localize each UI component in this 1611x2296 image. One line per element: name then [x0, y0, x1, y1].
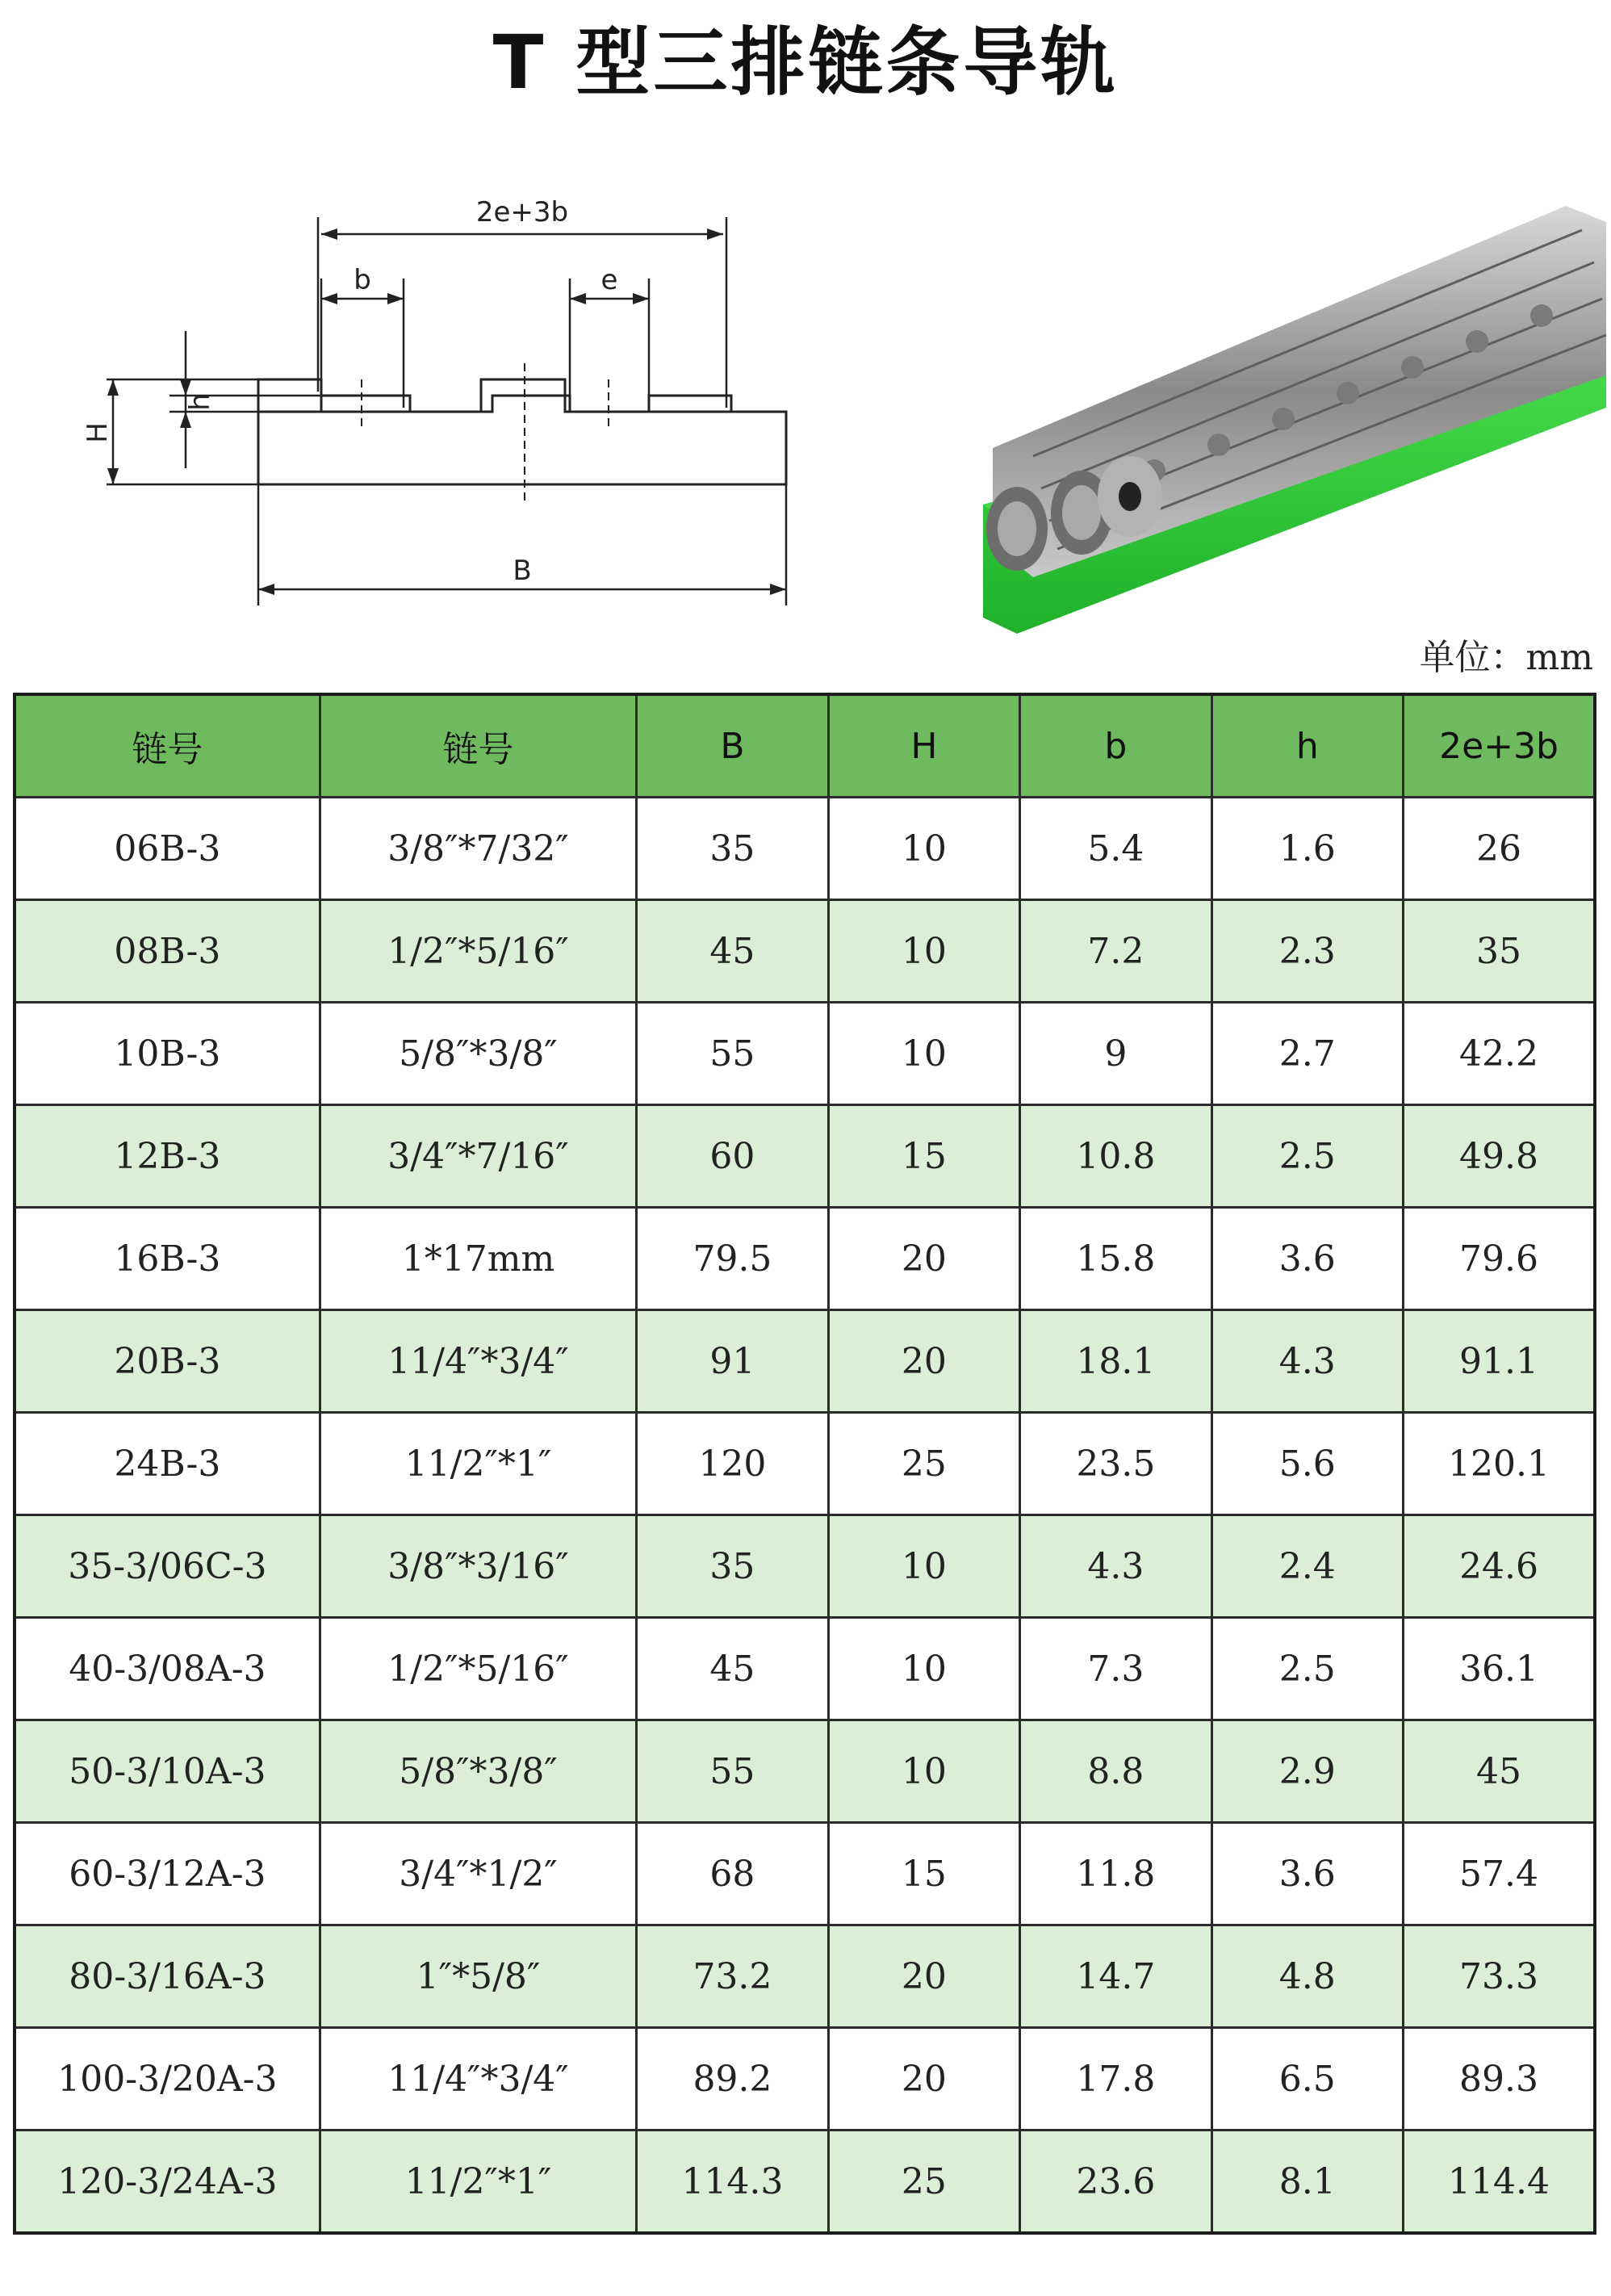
cell-B: 120 [637, 1413, 828, 1515]
cell-H: 25 [828, 1413, 1019, 1515]
label-b: b [354, 264, 371, 296]
cell-b: 18.1 [1020, 1310, 1211, 1413]
cell-B: 114.3 [637, 2131, 828, 2234]
cell-chain-no: 20B-3 [15, 1310, 320, 1413]
table-row [15, 1515, 1595, 1618]
cell-b: 7.2 [1020, 900, 1211, 1003]
cell-B: 91 [637, 1310, 828, 1413]
header-H: H [828, 694, 1019, 798]
unit-label: 单位：mm [1419, 637, 1593, 678]
cell-2e3b: 36.1 [1404, 1618, 1595, 1720]
cell-h: 8.1 [1211, 2131, 1403, 2234]
cell-chain-no: 80-3/16A-3 [15, 1925, 320, 2028]
table-row [15, 1925, 1595, 2028]
label-h: h [184, 393, 216, 411]
page-title: T 型三排链条导轨 [492, 19, 1119, 106]
cell-h: 4.8 [1211, 1925, 1403, 2028]
cell-chain-no: 40-3/08A-3 [15, 1618, 320, 1720]
cell-H: 20 [828, 1925, 1019, 2028]
cell-chain-no: 16B-3 [15, 1208, 320, 1310]
cell-2e3b: 24.6 [1404, 1515, 1595, 1618]
cell-b: 17.8 [1020, 2028, 1211, 2131]
cell-b: 15.8 [1020, 1208, 1211, 1310]
cell-b: 23.5 [1020, 1413, 1211, 1515]
cell-chain-size: 5/8″*3/8″ [320, 1720, 636, 1823]
table-row [15, 1720, 1595, 1823]
table-header-row [15, 694, 1595, 798]
cell-chain-no: 35-3/06C-3 [15, 1515, 320, 1618]
cell-chain-no: 50-3/10A-3 [15, 1720, 320, 1823]
cell-chain-size: 3/4″*1/2″ [320, 1823, 636, 1925]
cell-2e3b: 89.3 [1404, 2028, 1595, 2131]
table-row [15, 1003, 1595, 1105]
cell-b: 4.3 [1020, 1515, 1211, 1618]
cell-h: 2.9 [1211, 1720, 1403, 1823]
cell-b: 11.8 [1020, 1823, 1211, 1925]
cell-h: 2.4 [1211, 1515, 1403, 1618]
cell-b: 23.6 [1020, 2131, 1211, 2234]
cell-chain-size: 11/4″*3/4″ [320, 2028, 636, 2131]
cell-B: 68 [637, 1823, 828, 1925]
cell-2e3b: 57.4 [1404, 1823, 1595, 1925]
cell-b: 14.7 [1020, 1925, 1211, 2028]
cell-2e3b: 120.1 [1404, 1413, 1595, 1515]
cell-B: 45 [637, 1618, 828, 1720]
cell-2e3b: 114.4 [1404, 2131, 1595, 2234]
header-chain-size: 链号 [320, 694, 636, 798]
cell-h: 4.3 [1211, 1310, 1403, 1413]
header-2e3b: 2e+3b [1404, 694, 1595, 798]
rail-top-profile [258, 396, 786, 412]
cell-chain-no: 24B-3 [15, 1413, 320, 1515]
cell-H: 15 [828, 1105, 1019, 1208]
cell-H: 15 [828, 1823, 1019, 1925]
cell-B: 79.5 [637, 1208, 828, 1310]
cell-chain-size: 11/2″*1″ [320, 2131, 636, 2234]
table-row [15, 1618, 1595, 1720]
cell-chain-no: 10B-3 [15, 1003, 320, 1105]
cell-b: 5.4 [1020, 798, 1211, 900]
cell-chain-no: 100-3/20A-3 [15, 2028, 320, 2131]
cell-H: 10 [828, 1720, 1019, 1823]
cell-b: 10.8 [1020, 1105, 1211, 1208]
cell-chain-no: 120-3/24A-3 [15, 2131, 320, 2234]
cell-h: 1.6 [1211, 798, 1403, 900]
cell-chain-no: 60-3/12A-3 [15, 1823, 320, 1925]
cell-chain-size: 1/2″*5/16″ [320, 1618, 636, 1720]
table-row [15, 2028, 1595, 2131]
cell-B: 89.2 [637, 2028, 828, 2131]
cell-chain-size: 1″*5/8″ [320, 1925, 636, 2028]
cell-chain-size: 3/4″*7/16″ [320, 1105, 636, 1208]
cell-B: 55 [637, 1003, 828, 1105]
spec-table [13, 693, 1596, 2235]
cell-h: 6.5 [1211, 2028, 1403, 2131]
cell-h: 2.7 [1211, 1003, 1403, 1105]
profile-dimension-diagram [65, 196, 839, 638]
cell-B: 45 [637, 900, 828, 1003]
header-chain-no: 链号 [15, 694, 320, 798]
spec-table-container [13, 693, 1596, 2235]
table-row [15, 1208, 1595, 1310]
cell-chain-size: 1/2″*5/16″ [320, 900, 636, 1003]
cell-chain-size: 11/4″*3/4″ [320, 1310, 636, 1413]
cell-2e3b: 49.8 [1404, 1105, 1595, 1208]
label-2e3b: 2e+3b [475, 196, 569, 228]
spec-table-body [15, 798, 1595, 2234]
cell-2e3b: 91.1 [1404, 1310, 1595, 1413]
cell-H: 10 [828, 798, 1019, 900]
cell-2e3b: 35 [1404, 900, 1595, 1003]
cell-h: 2.3 [1211, 900, 1403, 1003]
cell-h: 3.6 [1211, 1208, 1403, 1310]
cell-H: 10 [828, 1618, 1019, 1720]
cell-2e3b: 42.2 [1404, 1003, 1595, 1105]
cell-h: 3.6 [1211, 1823, 1403, 1925]
product-photo [969, 190, 1606, 642]
cell-H: 10 [828, 1003, 1019, 1105]
cell-H: 20 [828, 1310, 1019, 1413]
header-h: h [1211, 694, 1403, 798]
table-row [15, 1310, 1595, 1413]
cell-H: 20 [828, 2028, 1019, 2131]
table-row [15, 1823, 1595, 1925]
cell-chain-no: 12B-3 [15, 1105, 320, 1208]
table-row [15, 1413, 1595, 1515]
cell-2e3b: 73.3 [1404, 1925, 1595, 2028]
cell-h: 5.6 [1211, 1413, 1403, 1515]
cell-B: 35 [637, 798, 828, 900]
table-row [15, 1105, 1595, 1208]
header-B: B [637, 694, 828, 798]
cell-b: 8.8 [1020, 1720, 1211, 1823]
cell-chain-size: 3/8″*3/16″ [320, 1515, 636, 1618]
cell-H: 10 [828, 900, 1019, 1003]
label-B: B [513, 555, 532, 587]
cell-B: 35 [637, 1515, 828, 1618]
cell-chain-no: 08B-3 [15, 900, 320, 1003]
cell-H: 10 [828, 1515, 1019, 1618]
header-b: b [1020, 694, 1211, 798]
cell-2e3b: 79.6 [1404, 1208, 1595, 1310]
cell-b: 9 [1020, 1003, 1211, 1105]
cell-B: 73.2 [637, 1925, 828, 2028]
cell-2e3b: 45 [1404, 1720, 1595, 1823]
label-H: H [82, 422, 114, 443]
cell-B: 60 [637, 1105, 828, 1208]
label-e: e [600, 264, 618, 296]
table-row [15, 798, 1595, 900]
cell-B: 55 [637, 1720, 828, 1823]
cell-chain-size: 11/2″*1″ [320, 1413, 636, 1515]
cell-2e3b: 26 [1404, 798, 1595, 900]
table-row [15, 2131, 1595, 2234]
cell-H: 20 [828, 1208, 1019, 1310]
table-row [15, 900, 1595, 1003]
cell-chain-size: 3/8″*7/32″ [320, 798, 636, 900]
cell-b: 7.3 [1020, 1618, 1211, 1720]
cell-H: 25 [828, 2131, 1019, 2234]
cell-chain-size: 1*17mm [320, 1208, 636, 1310]
cell-chain-no: 06B-3 [15, 798, 320, 900]
cell-h: 2.5 [1211, 1105, 1403, 1208]
cell-chain-size: 5/8″*3/8″ [320, 1003, 636, 1105]
cell-h: 2.5 [1211, 1618, 1403, 1720]
